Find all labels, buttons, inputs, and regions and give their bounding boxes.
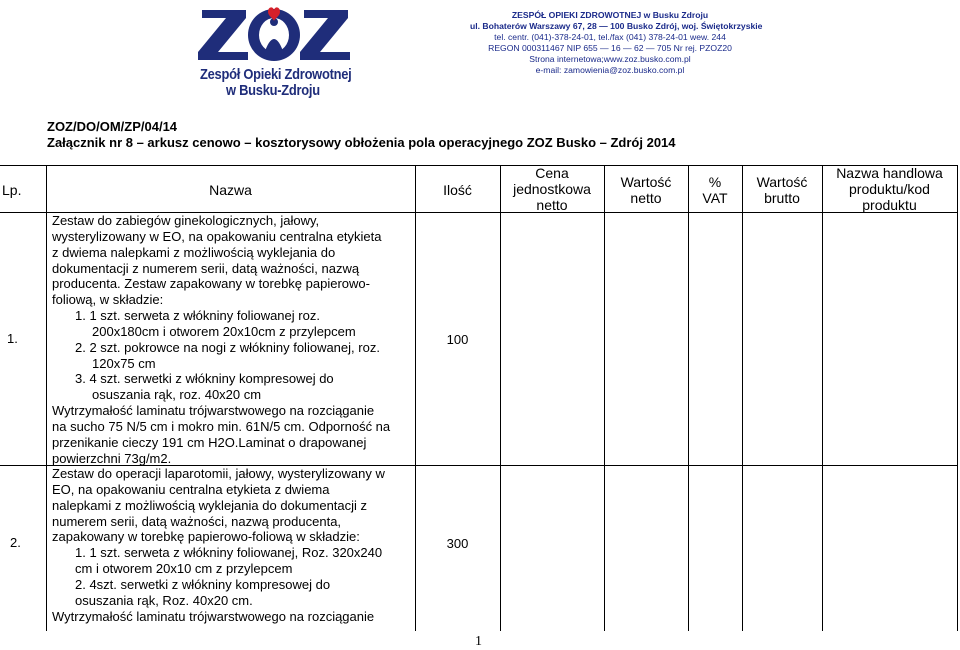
header-wartosc-netto: Wartość netto: [620, 174, 672, 206]
page-number: 1: [475, 634, 482, 649]
org-email[interactable]: e-mail: zamowienia@zoz.busko.com.pl: [535, 64, 685, 75]
col-border-ilosc: [500, 165, 501, 631]
row2-description: Zestaw do operacji laparotomii, jałowy, wysterylizowany w EO, na opakowaniu centralna etykieta z dwiema nalepkami z możliwością wyklejania do dokumentacji z numerem serii, datą ważności, nazwą producenta, zapakowany w torebkę papierowo-foliową w składzie: 1. 1 szt. serweta z włókniny foliowanej, Roz. 320x240 cm i otworem 20x10 cm z przylepcem 2. 4szt. serwetki z włókniny kompresowej do osuszania rąk, Roz. 40x20 cm. Wytrzymałość laminatu trójwarstwowego na rozciąganie: [52, 466, 385, 624]
header-nazwa: Nazwa: [209, 182, 252, 198]
col-border-lp: [46, 165, 47, 631]
header-vat: % VAT: [702, 174, 728, 206]
col-border-vat: [742, 165, 743, 631]
row2-lp: 2.: [10, 535, 21, 550]
header-nazwa-handlowa: Nazwa handlowa produktu/kod produktu: [836, 165, 943, 213]
col-border-brutto: [822, 165, 823, 631]
col-border-cena: [604, 165, 605, 631]
row1-description: Zestaw do zabiegów ginekologicznych, jałowy, wysterylizowany w EO, na opakowaniu centralna etykieta z dwiema nalepkami z możliwością wyklejania do dokumentacji z numerem serii, datą ważności, nazwą producenta. Zestaw zapakowany w torebkę papierowo- foliową, w składzie: 1. 1 szt. serweta z włókniny foliowanej roz. 200x180cm i otworem 20x10cm z przylepcem 2. 2 szt. pokrowce na nogi z włókniny foliowanej, roz. 120x75 cm 3. 4 szt. serwetki z włókniny kompresowej do osuszania rąk, roz. 40x20 cm Wytrzymałość laminatu trójwarstwowego na rozciąganie na sucho 75 N/5 cm i mokro min. 61N/5 cm. Odporność na przenikanie cieczy 191 cm H2O.Laminat o drapowanej powierzchni 73g/m2.: [52, 213, 391, 466]
col-border-nazwa: [415, 165, 416, 631]
header-wartosc-brutto: Wartość brutto: [756, 174, 808, 206]
org-website[interactable]: Strona internetowa;www.zoz.busko.com.pl: [529, 53, 691, 64]
document-id: ZOZ/DO/OM/ZP/04/14: [47, 119, 178, 134]
logo-name-line2: w Busku-Zdroju: [226, 82, 320, 99]
org-address: ul. Bohaterów Warszawy 67, 28 — 100 Busko Zdrój, woj. Świętokrzyskie: [470, 20, 763, 31]
org-regon: REGON 000311467 NIP 655 — 16 — 62 — 705 Nr rej. PZOZ20: [488, 42, 732, 53]
row1-lp: 1.: [7, 331, 18, 346]
organization-logo: [188, 4, 358, 99]
col-border-right: [957, 165, 958, 631]
document-title: Załącznik nr 8 – arkusz cenowo – kosztorysowy obłożenia pola operacyjnego ZOZ Busko – Zdrój 2014: [47, 135, 676, 150]
header-cena: Cena jednostkowa netto: [513, 165, 591, 213]
logo-name-line1: Zespół Opieki Zdrowotnej: [200, 66, 352, 83]
table-top-border: [0, 165, 958, 166]
row2-ilosc: 300: [446, 536, 469, 551]
org-phones: tel. centr. (041)-378-24-01, tel./fax (041) 378-24-01 wew. 244: [494, 31, 726, 42]
header-ilosc: Ilość: [443, 182, 472, 198]
zoz-logo-mark-icon: [188, 4, 358, 66]
organization-header: [470, 10, 763, 75]
header-lp: Lp.: [2, 182, 22, 198]
col-border-netto: [688, 165, 689, 631]
org-name: ZESPÓŁ OPIEKI ZDROWOTNEJ w Busku Zdroju: [511, 10, 709, 20]
row1-ilosc: 100: [446, 332, 469, 347]
